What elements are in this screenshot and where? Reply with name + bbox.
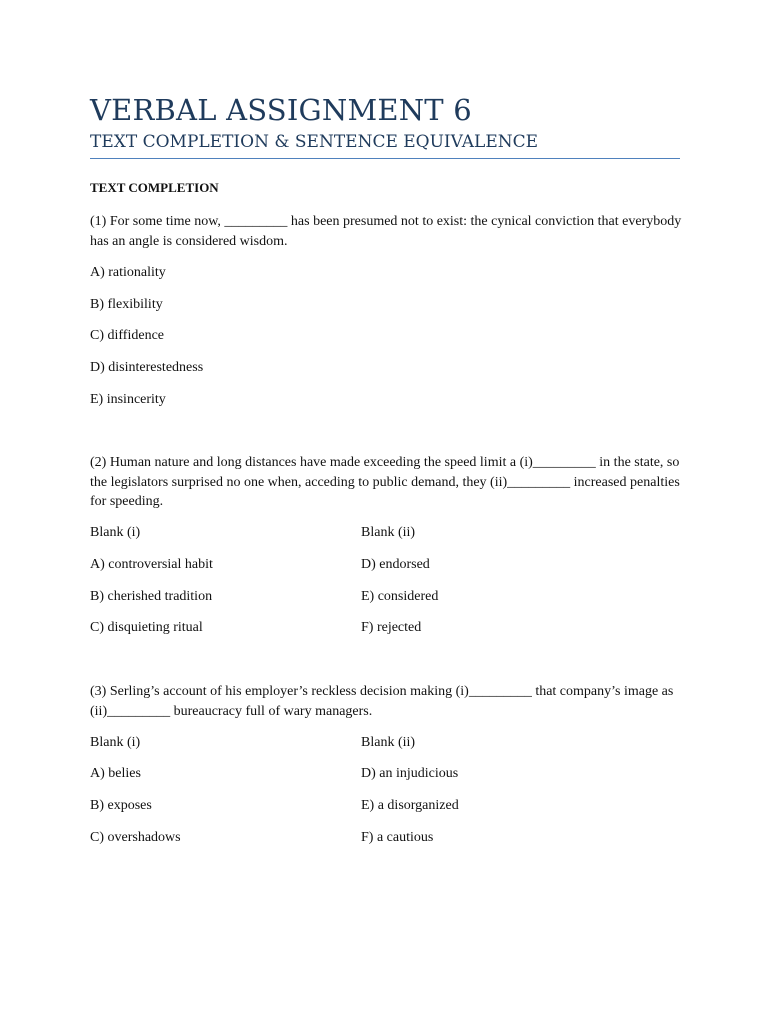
question-2-blank-i-label: Blank (i) xyxy=(90,525,141,540)
section-heading: TEXT COMPLETION xyxy=(90,180,219,195)
question-1-option-e: E) insincerity xyxy=(90,392,166,407)
title-divider xyxy=(90,158,680,159)
question-3-blank-i-label: Blank (i) xyxy=(90,735,141,750)
question-3-option-d: D) an injudicious xyxy=(361,766,459,781)
question-2-blank-ii-label: Blank (ii) xyxy=(361,525,416,540)
question-1-option-a: A) rationality xyxy=(90,265,166,280)
question-3-blank-ii-label: Blank (ii) xyxy=(361,735,416,750)
document-subtitle: TEXT COMPLETION & SENTENCE EQUIVALENCE xyxy=(90,132,539,152)
question-3-option-b: B) exposes xyxy=(90,798,152,813)
question-1-option-b: B) flexibility xyxy=(90,297,163,312)
question-1-stem: (1) For some time now, _________ has been presumed not to exist: the cynical conviction that everybody has an angle is considered wisdom. xyxy=(90,214,682,249)
question-3-stem: (3) Serling’s account of his employer’s reckless decision making (i)_________ that company’s image as (ii)_________ bureaucracy full of wary managers. xyxy=(90,684,674,719)
question-2-option-c: C) disquieting ritual xyxy=(90,620,203,635)
question-1-option-c: C) diffidence xyxy=(90,328,164,343)
document-title: VERBAL ASSIGNMENT 6 xyxy=(90,93,472,127)
question-1-option-d: D) disinterestedness xyxy=(90,360,204,375)
question-3-option-e: E) a disorganized xyxy=(361,798,459,813)
question-2-option-d: D) endorsed xyxy=(361,557,430,572)
question-3-option-c: C) overshadows xyxy=(90,830,181,845)
question-2-stem: (2) Human nature and long distances have made exceeding the speed limit a (i)_________ in the state, so the legislators surprised no one when, acceding to public demand, they (ii)_________ increased penalties for speeding. xyxy=(90,455,680,509)
question-2-option-e: E) considered xyxy=(361,589,439,604)
question-2-option-f: F) rejected xyxy=(361,620,422,635)
question-3-option-a: A) belies xyxy=(90,766,141,781)
question-2-option-a: A) controversial habit xyxy=(90,557,213,572)
question-3-option-f: F) a cautious xyxy=(361,830,434,845)
question-2-option-b: B) cherished tradition xyxy=(90,589,213,604)
